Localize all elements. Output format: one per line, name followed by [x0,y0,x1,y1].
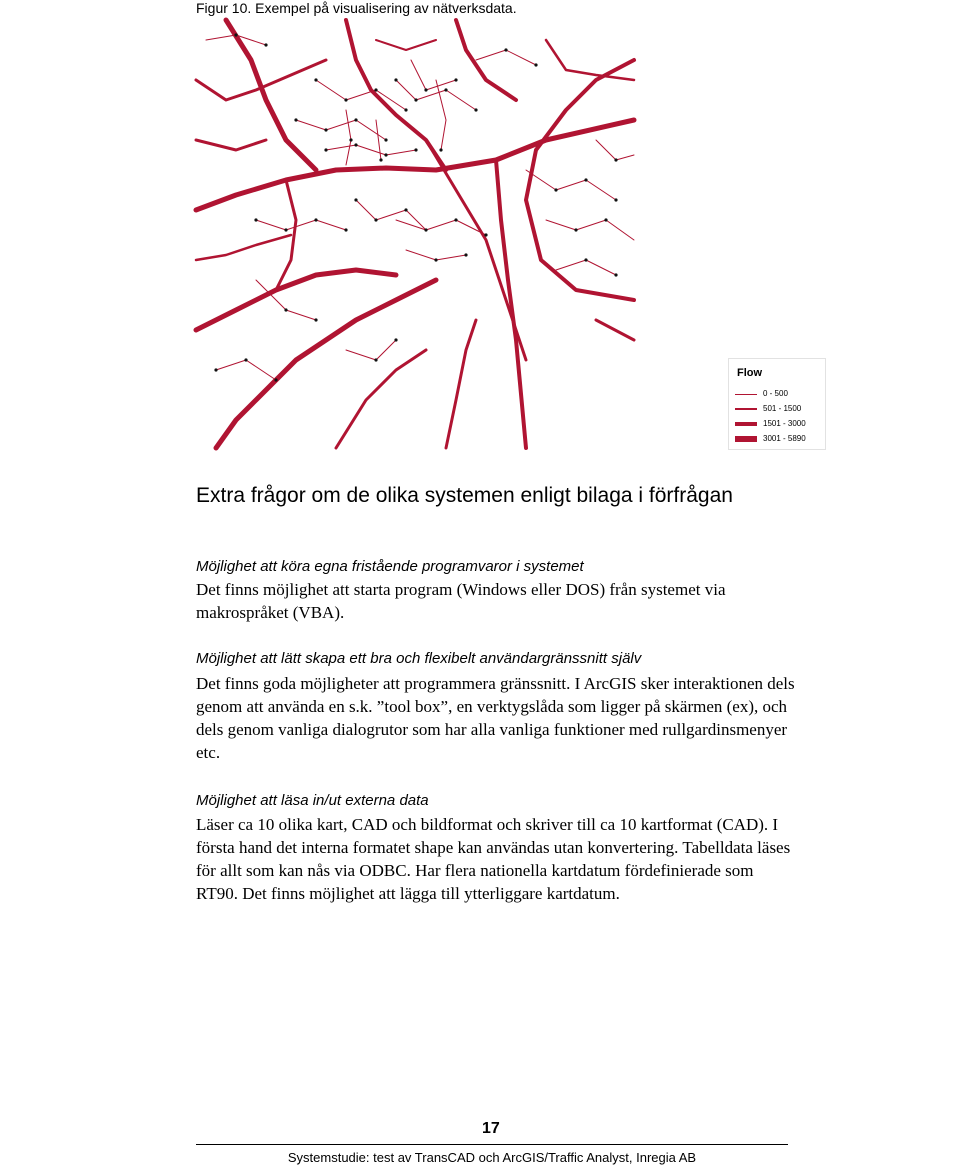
network-node [584,258,587,261]
road-segment [496,160,526,448]
network-node [214,368,217,371]
network-node [314,218,317,221]
legend-swatch [735,408,757,410]
figure-caption: Figur 10. Exempel på visualisering av nätverksdata. [196,0,517,16]
road-segment [346,110,351,165]
network-node [384,138,387,141]
network-node [234,33,237,36]
road-segment [256,220,346,230]
road-segment [216,360,276,380]
legend-swatch [735,394,757,395]
network-node [274,378,277,381]
network-node [614,273,617,276]
footer-divider [196,1144,788,1145]
legend-swatch [735,436,757,442]
network-node [324,148,327,151]
subheading-external-programs: Möjlighet att köra egna fristående programvaror i systemet [196,558,584,575]
road-segment [446,320,476,448]
road-segment [346,340,396,360]
network-node [314,78,317,81]
network-node [374,218,377,221]
network-node [454,218,457,221]
network-node [354,143,357,146]
network-node [374,358,377,361]
network-node [414,148,417,151]
road-segment [476,50,536,65]
flow-legend [728,358,826,450]
network-node [284,308,287,311]
network-map-canvas [196,20,634,448]
subheading-user-interface: Möjlighet att lätt skapa ett bra och flexibelt användargränssnitt själv [196,650,642,667]
network-node [384,153,387,156]
network-node [324,128,327,131]
network-node [404,208,407,211]
network-node [314,318,317,321]
network-node [554,188,557,191]
subheading-external-data: Möjlighet att läsa in/ut externa data [196,792,429,809]
road-segment [356,200,426,230]
network-node [264,43,267,46]
road-segment [276,180,296,290]
road-segment [411,60,456,90]
page-footer: Systemstudie: test av TransCAD och ArcGIS/Traffic Analyst, Inregia AB [287,1150,697,1165]
network-node [484,233,487,236]
road-segment [526,60,634,300]
legend-item [735,389,825,403]
road-segment [196,270,396,330]
network-node [584,178,587,181]
network-node [354,198,357,201]
road-segment [376,120,381,160]
network-node [379,158,382,161]
road-segment [556,260,616,275]
legend-label: 501 - 1500 [763,404,802,413]
road-segment [396,80,476,110]
road-segment [196,140,266,150]
network-node [414,98,417,101]
legend-item [735,404,825,418]
road-segment [526,170,616,200]
network-node [424,88,427,91]
road-segment [546,40,634,80]
paragraph-user-interface: Det finns goda möjligheter att programmera gränssnitt. I ArcGIS sker interaktionen dels genom att använda en s.k. ”tool box”, en verktygslåda som ligger på skärmen (ex), och dels genom vanliga dialogrutor som har alla vanliga funktioner med rullgardinsmenyer etc. [196,674,795,762]
network-node [344,228,347,231]
legend-item [735,434,825,448]
network-node [244,358,247,361]
road-segment [316,80,406,110]
network-node [614,158,617,161]
network-node [574,228,577,231]
network-node [444,88,447,91]
legend-label: 0 - 500 [763,389,788,398]
road-segment [546,220,634,240]
network-node [374,88,377,91]
network-node [534,63,537,66]
network-node [294,118,297,121]
road-segment [336,350,426,448]
road-segment [396,220,486,235]
network-node [404,108,407,111]
network-node [424,228,427,231]
network-node [349,138,352,141]
network-node [394,338,397,341]
network-node [614,198,617,201]
network-node [474,108,477,111]
paragraph-external-data: Läser ca 10 olika kart, CAD och bildformat och skriver till ca 10 kartformat (CAD). I första hand det interna formatet shape kan användas utan konvertering. Tabelldata läses för allt som kan nås via ODBC. Har flera nationella kartdatum fördefinierade som RT90. Det finns möjlighet att lägga till ytterliggare kartdatum. [196,815,791,903]
network-flow-map [196,20,806,448]
legend-label: 1501 - 3000 [763,419,806,428]
road-segment [196,120,634,210]
network-node [254,218,257,221]
network-node [604,218,607,221]
paragraph-external-programs: Det finns möjlighet att starta program (Windows eller DOS) från systemet via makrospråket (VBA). [196,580,726,622]
network-node [464,253,467,256]
network-node [454,78,457,81]
network-node [434,258,437,261]
road-segment [596,140,634,160]
page-number: 17 [482,1120,500,1137]
road-segment [296,120,386,140]
section-heading: Extra frågor om de olika systemen enligt bilaga i förfrågan [196,484,733,507]
network-node [344,98,347,101]
road-segment [376,40,436,50]
network-node [354,118,357,121]
network-node [394,78,397,81]
legend-swatch [735,422,757,426]
legend-label: 3001 - 5890 [763,434,806,443]
legend-item [735,419,825,433]
road-segment [326,145,416,155]
road-segment [196,235,291,260]
road-segment [426,140,526,360]
road-segment [596,320,634,340]
road-segment [456,20,516,100]
legend-title: Flow [737,367,763,379]
network-node [504,48,507,51]
network-node [439,148,442,151]
network-node [284,228,287,231]
